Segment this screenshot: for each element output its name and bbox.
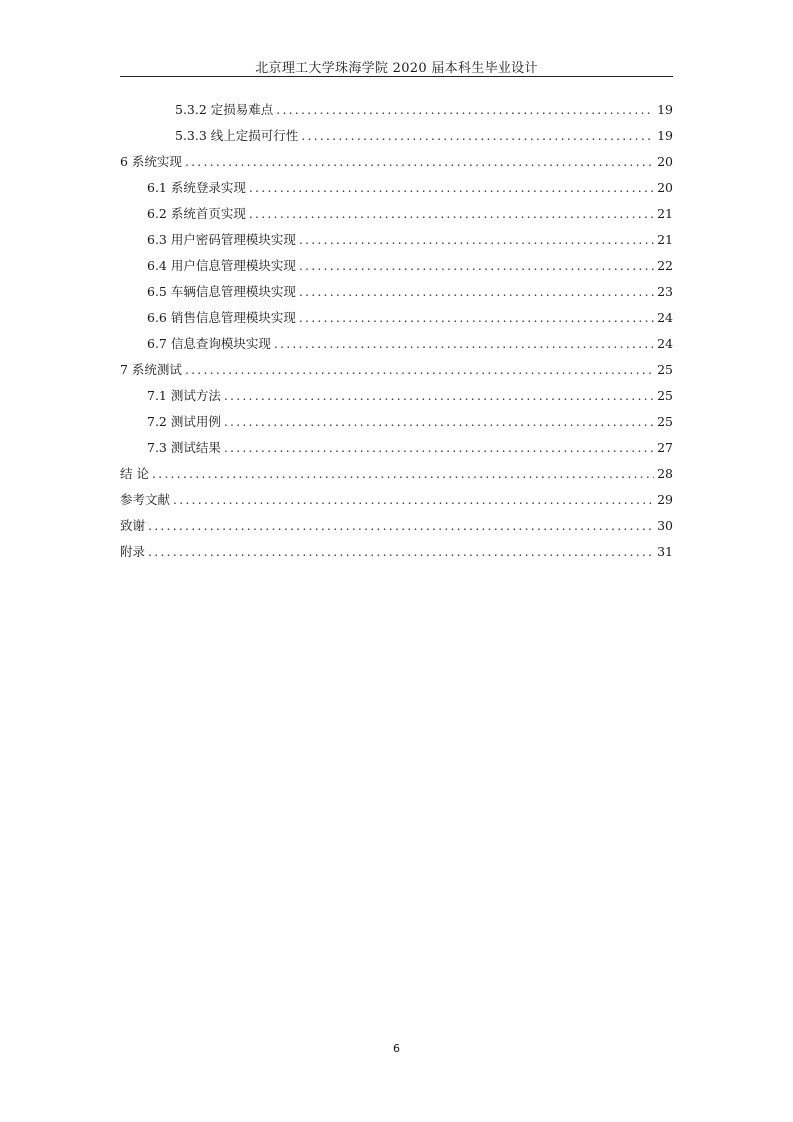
toc-dot-leader <box>301 123 654 149</box>
page-header-title: 北京理工大学珠海学院 2020 届本科生毕业设计 <box>255 61 538 76</box>
toc-dot-leader <box>173 487 654 513</box>
toc-entry-title: 6.1 系统登录实现 <box>147 180 246 195</box>
toc-entry[interactable] <box>120 201 673 227</box>
toc-entry-title: 7.2 测试用例 <box>147 414 221 429</box>
toc-entry-page: 19 <box>657 128 673 143</box>
toc-dot-leader <box>148 513 654 539</box>
table-of-contents <box>120 97 673 565</box>
toc-entry-title: 7.1 测试方法 <box>147 388 221 403</box>
toc-entry[interactable] <box>120 331 673 357</box>
toc-dot-leader <box>299 279 654 305</box>
toc-entry-page: 25 <box>657 362 673 377</box>
toc-entry[interactable] <box>120 253 673 279</box>
toc-entry[interactable] <box>120 123 673 149</box>
toc-entry-page: 25 <box>657 388 673 403</box>
toc-entry[interactable] <box>120 305 673 331</box>
toc-entry-title: 6.4 用户信息管理模块实现 <box>147 258 296 273</box>
toc-entry-title: 7 系统测试 <box>120 362 182 377</box>
toc-dot-leader <box>274 331 654 357</box>
toc-entry-page: 20 <box>657 154 673 169</box>
toc-dot-leader <box>249 175 654 201</box>
toc-dot-leader <box>224 409 654 435</box>
toc-entry[interactable] <box>120 383 673 409</box>
toc-dot-leader <box>276 97 654 123</box>
toc-entry-page: 29 <box>657 492 673 507</box>
toc-entry[interactable] <box>120 539 673 565</box>
toc-entry-title: 6.2 系统首页实现 <box>147 206 246 221</box>
toc-entry-page: 19 <box>657 102 673 117</box>
toc-dot-leader <box>224 435 654 461</box>
toc-entry-title: 6 系统实现 <box>120 154 182 169</box>
toc-entry-title: 5.3.2 定损易难点 <box>175 102 274 117</box>
toc-entry[interactable] <box>120 487 673 513</box>
toc-entry-title: 附录 <box>120 544 146 559</box>
toc-entry[interactable] <box>120 97 673 123</box>
toc-entry-page: 24 <box>657 310 673 325</box>
toc-entry[interactable] <box>120 227 673 253</box>
toc-entry-page: 31 <box>657 544 673 559</box>
toc-entry-title: 参考文献 <box>120 492 171 507</box>
toc-entry[interactable] <box>120 279 673 305</box>
toc-entry-title: 致谢 <box>120 518 146 533</box>
toc-dot-leader <box>224 383 654 409</box>
toc-entry[interactable] <box>120 175 673 201</box>
toc-entry-page: 27 <box>657 440 673 455</box>
toc-entry[interactable] <box>120 357 673 383</box>
toc-entry[interactable] <box>120 513 673 539</box>
toc-entry-title: 6.5 车辆信息管理模块实现 <box>147 284 296 299</box>
page-number: 6 <box>393 1042 400 1055</box>
toc-entry-page: 28 <box>657 466 673 481</box>
toc-entry[interactable] <box>120 435 673 461</box>
toc-entry-page: 23 <box>657 284 673 299</box>
toc-entry-page: 21 <box>657 206 673 221</box>
toc-dot-leader <box>299 253 654 279</box>
toc-entry-title: 结 论 <box>120 466 149 481</box>
toc-dot-leader <box>185 357 654 383</box>
toc-entry-title: 7.3 测试结果 <box>147 440 221 455</box>
toc-entry-page: 20 <box>657 180 673 195</box>
toc-dot-leader <box>152 461 654 487</box>
toc-entry-page: 25 <box>657 414 673 429</box>
toc-dot-leader <box>148 539 654 565</box>
toc-entry-title: 6.3 用户密码管理模块实现 <box>147 232 296 247</box>
toc-dot-leader <box>299 305 654 331</box>
toc-entry-page: 30 <box>657 518 673 533</box>
toc-entry-page: 22 <box>657 258 673 273</box>
toc-dot-leader <box>299 227 654 253</box>
toc-entry-title: 5.3.3 线上定损可行性 <box>175 128 299 143</box>
toc-entry-page: 21 <box>657 232 673 247</box>
toc-entry-title: 6.6 销售信息管理模块实现 <box>147 310 296 325</box>
toc-entry[interactable] <box>120 461 673 487</box>
toc-dot-leader <box>185 149 654 175</box>
toc-entry-page: 24 <box>657 336 673 351</box>
toc-entry[interactable] <box>120 149 673 175</box>
toc-dot-leader <box>249 201 654 227</box>
toc-entry-title: 6.7 信息查询模块实现 <box>147 336 271 351</box>
header-rule <box>120 76 673 77</box>
toc-entry[interactable] <box>120 409 673 435</box>
